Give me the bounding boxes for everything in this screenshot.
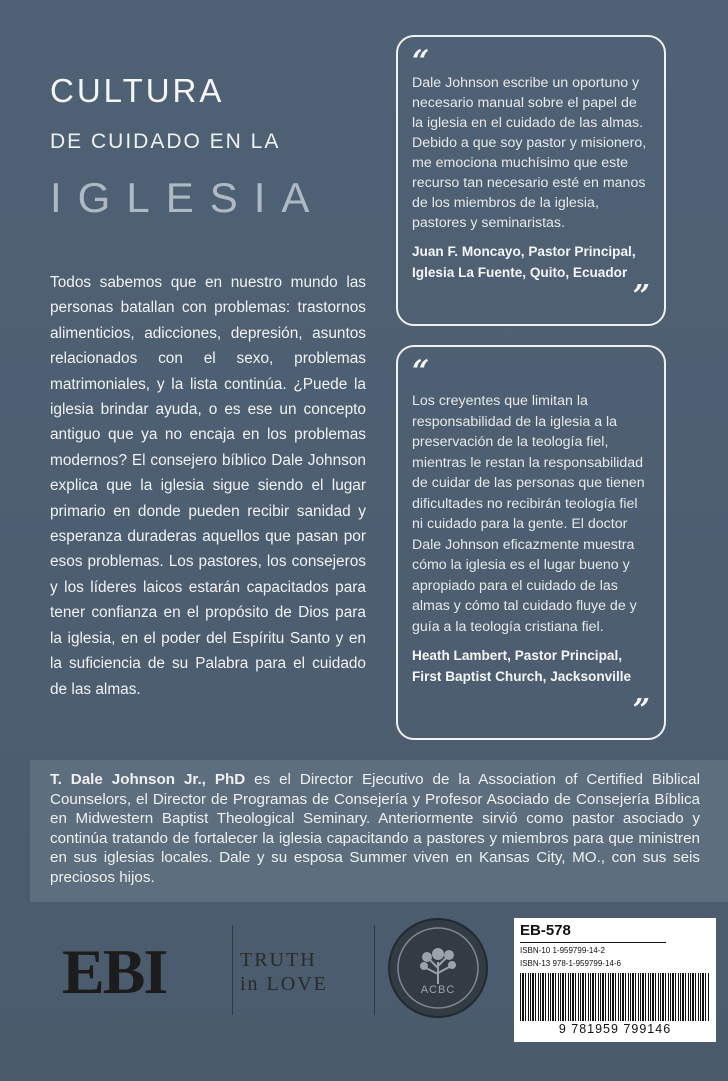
isbn-13: ISBN-13 978-1-959799-14-6 bbox=[520, 959, 621, 968]
barcode-label bbox=[514, 918, 716, 1042]
title-line-2: DE CUIDADO EN LA bbox=[50, 130, 281, 153]
isbn-10: ISBN-10 1-959799-14-2 bbox=[520, 946, 605, 955]
quote-text-1: Dale Johnson escribe un oportuno y necesario manual sobre el papel de la iglesia en el cuidado de las almas. Debido a que soy pastor y misionero, me emociona muchísimo que este recurso tan necesario esté en manos de los miembros de la iglesia, pastores y seminaristas. bbox=[412, 75, 647, 231]
close-quote-icon: ” bbox=[632, 279, 650, 314]
book-description: Todos sabemos que en nuestro mundo las personas batallan con problemas: trastornos alimenticios, adicciones, depresión, asuntos relacionados con el sexo, problemas matrimoniales, y la lista continúa. ¿Puede la iglesia brindar ayuda, o es ese un concepto antiguo que ya no encaja en los problemas modernos? El consejero bíblico Dale Johnson explica que la iglesia sigue siendo el lugar primario en donde pueden recibir sanidad y esperanza duraderas aquellos que pasan por esos problemas. Los pastores, los consejeros y los líderes laicos estarán capacitados para tener confianza en el propósito de Dios para la iglesia, en el poder del Espíritu Santo y en la suficiencia de su Palabra para el cuidado de las almas. bbox=[50, 274, 366, 698]
quote-text-2: Los creyentes que limitan la responsabilidad de la iglesia a la preservación de la teología fiel, mientras le restan la responsabilidad de cuidar de las personas que tienen dificultades no recibirán teología fiel ni cuidado para la gente. El doctor Dale Johnson eficazmente muestra cómo la iglesia es el lugar bueno y apropiado para el cuidado de las almas y cómo tal cuidado fluye de y guía a la teología cristiana fiel. bbox=[412, 393, 645, 635]
title-line-1: CULTURA bbox=[50, 72, 225, 109]
ebi-logo: EBI bbox=[62, 936, 167, 1007]
open-quote-icon: “ bbox=[412, 354, 430, 389]
acbc-logo bbox=[388, 918, 488, 1018]
truth-in-love-line-1: TRUTH bbox=[240, 949, 317, 971]
quote-author-2: Heath Lambert, Pastor Principal, First Baptist Church, Jacksonville bbox=[412, 648, 632, 684]
author-bio bbox=[30, 760, 728, 902]
quote-box-2 bbox=[396, 345, 666, 740]
tree-icon bbox=[388, 918, 488, 1018]
open-quote-icon: “ bbox=[412, 44, 430, 79]
author-name: T. Dale Johnson Jr., PhD bbox=[50, 771, 246, 788]
quote-box-1 bbox=[396, 35, 666, 326]
truth-in-love-logo bbox=[240, 948, 360, 996]
acbc-logo-text: ACBC bbox=[420, 984, 456, 996]
logo-divider bbox=[374, 925, 375, 1015]
logo-divider bbox=[232, 925, 233, 1015]
quote-author-1: Juan F. Moncayo, Pastor Principal, Iglesia La Fuente, Quito, Ecuador bbox=[412, 244, 636, 280]
title-line-3: IGLESIA bbox=[50, 174, 326, 221]
close-quote-icon: ” bbox=[632, 693, 650, 728]
barcode-number: 9 781959 799146 bbox=[558, 1022, 672, 1036]
author-bio-text: es el Director Ejecutivo de la Association of Certified Biblical Counselors, el Director de Programas de Consejería y Profesor Asociado de Consejería Bíblica en Midwestern Baptist Theological Seminary. Anteriormente sirvió como pastor asociado y continúa tratando de fortalecer la iglesia capacitando a pastores y miembros para que ministren en sus iglesias locales. Dale y su esposa Summer viven en Kansas City, MO., con sus seis preciosos hijos. bbox=[50, 771, 701, 886]
title-block bbox=[50, 72, 325, 222]
truth-in-love-line-2: in LOVE bbox=[240, 973, 328, 995]
barcode-bars bbox=[520, 973, 710, 1021]
product-code: EB-578 bbox=[520, 922, 666, 943]
